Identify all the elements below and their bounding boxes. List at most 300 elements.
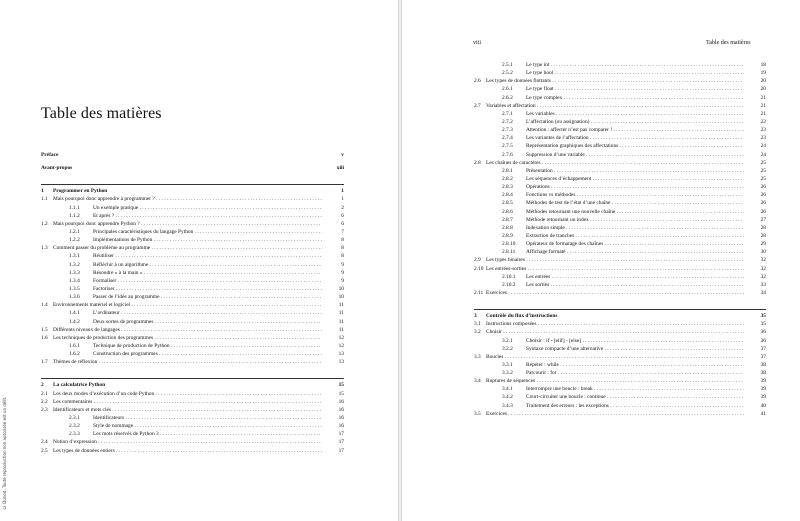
toc-entry	[474, 289, 766, 297]
toc-page: 26	[760, 184, 766, 191]
toc-text: Syntaxe compacte d’une alternative . . .	[526, 345, 744, 353]
toc-text: Les types binaires . . .	[486, 256, 744, 264]
toc-entry	[474, 320, 766, 328]
toc-num: 1.3.3	[69, 269, 80, 276]
toc-text: Construction des programmes . . .	[93, 350, 322, 358]
toc-entry	[474, 69, 766, 77]
toc-page: 40	[760, 402, 766, 409]
toc-text: Boucles . . .	[486, 353, 744, 361]
toc-num: 2.7.2	[502, 118, 513, 125]
toc-num: 3.4.2	[502, 394, 513, 401]
toc-entry	[474, 385, 766, 393]
toc-entry	[474, 369, 766, 377]
toc-page: 9	[341, 261, 344, 268]
toc-num: 2.8	[474, 159, 481, 166]
toc-num: 3.4.3	[502, 402, 513, 409]
toc-num: 3	[474, 313, 477, 320]
toc-num: 1.4.1	[69, 310, 80, 317]
toc-page: v	[341, 152, 344, 158]
toc-text: Principales caractéristiques du langage Python . . .	[93, 228, 322, 236]
toc-text: Identificateurs et mots clés . . .	[53, 406, 322, 414]
toc-text: Notion d’expression . . .	[53, 438, 322, 446]
toc-page: 34	[760, 289, 766, 296]
toc-num: 1.7	[41, 359, 48, 366]
toc-text: Formaliser . . .	[93, 277, 322, 285]
toc-num: 1.1.2	[69, 212, 80, 219]
toc-text: Choisir : if - [elif] - [else] . . .	[526, 337, 744, 345]
toc-page: 21	[760, 94, 766, 101]
toc-page: 26	[760, 200, 766, 207]
toc-text: Opérateur de formatage des chaînes . . .	[526, 240, 744, 248]
toc-page: 16	[338, 406, 344, 413]
toc-text: Différents niveaux de langages . . .	[53, 326, 322, 334]
toc-num: 2.6.2	[502, 94, 513, 101]
toc-text: Les commentaires . . .	[53, 398, 322, 406]
toc-page: 12	[338, 334, 344, 341]
toc-text: Méthodes de test de l’état d’une chaîne . . .	[526, 199, 744, 207]
toc-num: 2.7.3	[502, 127, 513, 134]
toc-num: 2.8.1	[502, 167, 513, 174]
toc-entry	[41, 236, 344, 244]
toc-page: 11	[338, 326, 344, 333]
toc-page: 32	[760, 257, 766, 264]
toc-page: 15	[338, 382, 344, 389]
toc-num: 2.10.1	[502, 273, 516, 280]
toc-page: 13	[338, 359, 344, 366]
toc-num: 2.8.3	[502, 184, 513, 191]
toc-entry	[41, 309, 344, 317]
toc-num: 2.1	[41, 390, 48, 397]
toc-entry	[474, 232, 766, 240]
toc-num: 3.2.2	[502, 345, 513, 352]
toc-num: 2.3.3	[69, 431, 80, 438]
toc-num: 1.2.1	[69, 228, 80, 235]
toc-page: 20	[760, 78, 766, 85]
toc-entry	[41, 390, 344, 398]
toc-text: Méthodes retournant une nouvelle chaîne . . .	[526, 208, 744, 216]
toc-text: Répéter : while . . .	[526, 361, 744, 369]
toc-entry	[41, 220, 344, 228]
toc-text: L’ordinateur . . .	[93, 309, 322, 317]
toc-num: 2.7.6	[502, 151, 513, 158]
toc-num: 3.2.1	[502, 337, 513, 344]
toc-num: 2.7.4	[502, 135, 513, 142]
toc-entry	[474, 273, 766, 281]
toc-num: 3.3.2	[502, 370, 513, 377]
toc-page: 10	[338, 285, 344, 292]
toc-entry	[474, 402, 766, 410]
toc-num: 3.4.1	[502, 386, 513, 393]
toc-text: La calculatrice Python	[53, 382, 106, 389]
toc-entry	[474, 256, 766, 264]
toc-entry	[41, 261, 344, 269]
toc-entry	[474, 126, 766, 134]
toc-page: 37	[760, 353, 766, 360]
toc-page: 41	[760, 410, 766, 417]
toc-page: 21	[760, 110, 766, 117]
toc-page: 17	[338, 439, 344, 446]
toc-page: 36	[760, 329, 766, 336]
toc-page: 36	[760, 337, 766, 344]
toc-num: 3.3	[474, 353, 481, 360]
toc-text: Technique de production de Python . . .	[93, 342, 322, 350]
toc-text: Factoriser . . .	[93, 285, 322, 293]
toc-entry	[474, 151, 766, 159]
toc-page: 26	[760, 208, 766, 215]
toc-entry	[41, 195, 344, 203]
toc-page: 11	[338, 310, 344, 317]
toc-text: L’affectation (ou assignation) . . .	[526, 118, 744, 126]
toc-page: 6	[341, 212, 344, 219]
toc-text: Attention : affecter n’est pas comparer ! . . .	[526, 126, 744, 134]
toc-num: 3.1	[474, 321, 481, 328]
toc-entry	[41, 244, 344, 252]
toc-entry	[474, 134, 766, 142]
toc-text: Extraction de tranches . . .	[526, 232, 744, 240]
toc-num: 2.5.2	[502, 70, 513, 77]
toc-text: Ruptures de séquences . . .	[486, 377, 744, 385]
toc-entry	[474, 191, 766, 199]
toc-num: 2.8.5	[502, 200, 513, 207]
toc-text: Les mots réservés de Python 3 . . .	[93, 430, 322, 438]
toc-text: Court-circuiter une boucle : continue . . .	[526, 393, 744, 401]
toc-entry	[474, 159, 766, 167]
toc-page: 21	[760, 102, 766, 109]
toc-text: Les sorties . . .	[526, 281, 744, 289]
toc-text: Suppression d’une variable . . .	[526, 151, 744, 159]
toc-num: 2.6.1	[502, 86, 513, 93]
toc-num: 2.8.7	[502, 216, 513, 223]
toc-num: 1.3.4	[69, 277, 80, 284]
toc-entry	[474, 240, 766, 248]
toc-num: 2.8.6	[502, 208, 513, 215]
toc-right-list	[474, 61, 766, 297]
toc-page: 16	[338, 398, 344, 405]
toc-num: 2.8.8	[502, 224, 513, 231]
toc-entry	[41, 301, 344, 309]
toc-text: Les entrées . . .	[526, 273, 744, 281]
toc-entry	[41, 285, 344, 293]
toc-page: 2	[341, 204, 344, 211]
toc-num: 1.3.6	[69, 294, 80, 301]
chapter-separator	[474, 309, 766, 310]
toc-text: Le type int . . .	[526, 61, 744, 69]
toc-entry	[474, 118, 766, 126]
toc-num: 1.3.1	[69, 253, 80, 260]
toc-num: 2.8.4	[502, 192, 513, 199]
toc-page: xiii	[336, 165, 344, 172]
toc-entry	[474, 142, 766, 150]
toc-page: 32	[760, 273, 766, 280]
toc-entry	[474, 175, 766, 183]
chapter-separator	[41, 378, 344, 379]
toc-text: Variables et affectation . . .	[486, 102, 744, 110]
toc-chapter-3	[474, 312, 766, 320]
toc-entry	[474, 61, 766, 69]
toc-page: 16	[338, 423, 344, 430]
toc-num: 2.3.2	[69, 423, 80, 430]
toc-entry	[41, 406, 344, 414]
toc-text: Le type complex . . .	[526, 94, 744, 102]
toc-num: 1.3.2	[69, 261, 80, 268]
toc-num: 2.7.5	[502, 143, 513, 150]
toc-num: 1.5	[41, 326, 48, 333]
toc-page: 24	[760, 151, 766, 158]
toc-page: 1	[341, 196, 344, 203]
toc-page: 27	[760, 216, 766, 223]
toc-page: 9	[341, 277, 344, 284]
toc-text: Environnements matériel et logiciel . . .	[53, 301, 322, 309]
toc-text: Les variantes de l’affectation . . .	[526, 134, 744, 142]
toc-chapter-1-list	[41, 195, 344, 366]
toc-entry	[474, 216, 766, 224]
toc-entry	[41, 438, 344, 446]
toc-num: 1.3	[41, 245, 48, 252]
toc-page: 39	[760, 378, 766, 385]
toc-page: 28	[760, 232, 766, 239]
toc-page: 9	[341, 269, 344, 276]
toc-entry	[41, 269, 344, 277]
toc-num: 2.9	[474, 257, 481, 264]
toc-text: Préface	[41, 152, 59, 158]
toc-num: 2.5.1	[502, 62, 513, 68]
toc-entry	[41, 326, 344, 334]
toc-text: Traitement des erreurs : les exceptions . . .	[526, 402, 744, 410]
toc-text: Parcourir : for . . .	[526, 369, 744, 377]
toc-page: 39	[760, 394, 766, 401]
running-head-right: Table des matières	[706, 40, 751, 46]
toc-text: Les entrées-sorties . . .	[486, 265, 744, 273]
toc-entry	[41, 334, 344, 342]
toc-entry	[41, 252, 344, 260]
toc-text: Choisir . . .	[486, 328, 744, 336]
toc-entry	[474, 393, 766, 401]
toc-page: 19	[760, 70, 766, 77]
toc-num: 1.1	[41, 196, 48, 203]
toc-page: 12	[338, 342, 344, 349]
toc-left	[41, 151, 344, 455]
toc-text: Comment passer du problème au programme . . .	[53, 244, 322, 252]
toc-entry	[474, 199, 766, 207]
toc-num: 1.1.1	[69, 204, 80, 211]
toc-text: Style de nommage . . .	[93, 422, 322, 430]
toc-page: 17	[338, 431, 344, 438]
left-page	[0, 0, 399, 521]
toc-num: 1.2.2	[69, 237, 80, 244]
toc-text: Exercices . . .	[486, 410, 744, 418]
toc-front-avant-propos	[41, 164, 344, 172]
toc-text: Mais pourquoi donc apprendre à programmer ? . . .	[53, 195, 322, 203]
toc-page: 18	[760, 62, 766, 68]
toc-text: Réfléchir à un algorithme . . .	[93, 261, 322, 269]
toc-num: 2.5	[41, 447, 48, 454]
toc-num: 2.2	[41, 398, 48, 405]
toc-text: Mais pourquoi donc apprendre Python ? . . .	[53, 220, 322, 228]
toc-text: Le type float . . .	[526, 85, 744, 93]
toc-num: 1.4.2	[69, 318, 80, 325]
toc-entry	[41, 204, 344, 212]
toc-text: Instructions composées . . .	[486, 320, 744, 328]
toc-page: 25	[760, 159, 766, 166]
toc-entry	[474, 337, 766, 345]
toc-entry	[41, 358, 344, 366]
toc-chapter-3-list	[474, 320, 766, 418]
toc-text: Implémentations de Python . . .	[93, 236, 322, 244]
toc-chapter-2-list	[41, 390, 344, 455]
toc-entry	[474, 353, 766, 361]
toc-page: 23	[760, 127, 766, 134]
toc-text: Passer de l’idée au programme . . .	[93, 293, 322, 301]
toc-num: 2.8.9	[502, 232, 513, 239]
toc-page: 22	[760, 118, 766, 125]
toc-num: 2.8.2	[502, 175, 513, 182]
toc-entry	[41, 277, 344, 285]
toc-num: 2.3	[41, 406, 48, 413]
toc-page: 38	[760, 361, 766, 368]
toc-num: 2.7.1	[502, 110, 513, 117]
toc-num: 1.6.1	[69, 342, 80, 349]
toc-num: 3.3.1	[502, 361, 513, 368]
toc-text: Contrôle du flux d’instructions	[486, 313, 558, 320]
toc-text: Avant-propos	[41, 165, 73, 172]
toc-entry	[41, 342, 344, 350]
toc-page: 16	[338, 414, 344, 421]
toc-num: 3.2	[474, 329, 481, 336]
toc-text: Identificateurs . . .	[93, 414, 322, 422]
toc-text: Le type bool . . .	[526, 69, 744, 77]
toc-page: 10	[338, 294, 344, 301]
toc-num: 1.6.2	[69, 351, 80, 358]
toc-num: 2.4	[41, 439, 48, 446]
toc-text: Méthode retournant un index . . .	[526, 216, 744, 224]
toc-entry	[474, 345, 766, 353]
toc-num: 2.10	[474, 265, 484, 272]
toc-page: 17	[338, 447, 344, 454]
toc-page: 32	[760, 265, 766, 272]
toc-entry	[474, 361, 766, 369]
toc-page: 29	[760, 241, 766, 248]
toc-entry	[41, 212, 344, 220]
toc-chapter-2	[41, 381, 344, 389]
toc-entry	[474, 77, 766, 85]
toc-page: 35	[760, 321, 766, 328]
toc-text: Les deux modes d’exécution d’un code Python . . .	[53, 390, 322, 398]
toc-num: 2	[41, 382, 44, 389]
page-title: Table des matières	[41, 105, 162, 122]
toc-entry	[474, 377, 766, 385]
toc-page: 11	[338, 318, 344, 325]
toc-num: 1.4	[41, 302, 48, 309]
toc-page: 20	[760, 86, 766, 93]
toc-text: Indexation simple . . .	[526, 224, 744, 232]
toc-chapter-1	[41, 187, 344, 195]
toc-page: 7	[341, 228, 344, 235]
toc-page: 28	[760, 224, 766, 231]
toc-page: 23	[760, 135, 766, 142]
toc-entry	[474, 328, 766, 336]
toc-page: 13	[338, 351, 344, 358]
toc-num: 3.5	[474, 410, 481, 417]
toc-entry	[474, 85, 766, 93]
toc-num: 1.3.5	[69, 285, 80, 292]
toc-text: Représentation graphiques des affectations . . .	[526, 142, 744, 150]
toc-text: Les techniques de production des programmes . . .	[53, 334, 322, 342]
toc-text: Les séquences d’échappement . . .	[526, 175, 744, 183]
toc-text: Et après ? . . .	[93, 212, 322, 220]
toc-entry	[474, 224, 766, 232]
toc-right	[474, 61, 766, 418]
toc-entry	[474, 94, 766, 102]
toc-entry	[41, 447, 344, 455]
toc-page: 39	[760, 386, 766, 393]
toc-page: 33	[760, 281, 766, 288]
toc-text: Un exemple pratique . . .	[93, 204, 322, 212]
toc-num: 2.7	[474, 102, 481, 109]
toc-entry	[41, 398, 344, 406]
toc-entry	[474, 102, 766, 110]
toc-num: 2.8.10	[502, 241, 516, 248]
toc-page: 26	[760, 192, 766, 199]
toc-page: 8	[341, 237, 344, 244]
toc-num: 1.6	[41, 334, 48, 341]
toc-text: Les variables . . .	[526, 110, 744, 118]
toc-entry	[474, 248, 766, 256]
toc-text: Programmer en Python	[53, 188, 108, 195]
toc-text: Les types de données flottants . . .	[486, 77, 744, 85]
toc-num: 1.2	[41, 220, 48, 227]
toc-page: 25	[760, 167, 766, 174]
toc-page: 6	[341, 220, 344, 227]
toc-num: 1	[41, 188, 44, 195]
toc-page: 38	[760, 370, 766, 377]
toc-entry	[41, 430, 344, 438]
toc-text: Interrompre une boucle : break . . .	[526, 385, 744, 393]
toc-text: Deux sortes de programmes . . .	[93, 318, 322, 326]
toc-text: Les chaînes de caractères . . .	[486, 159, 744, 167]
toc-page: 24	[760, 143, 766, 150]
toc-entry	[474, 208, 766, 216]
toc-entry	[474, 183, 766, 191]
toc-entry	[41, 414, 344, 422]
toc-num: 2.10.2	[502, 281, 516, 288]
toc-text: Présentation . . .	[526, 167, 744, 175]
toc-entry	[474, 410, 766, 418]
toc-text: Les types de données entiers . . .	[53, 447, 322, 455]
toc-text: Exercices . . .	[486, 289, 744, 297]
toc-page: 1	[341, 188, 344, 195]
toc-text: Opérations . . .	[526, 183, 744, 191]
toc-entry	[474, 110, 766, 118]
toc-num: 2.3.1	[69, 414, 80, 421]
toc-entry	[41, 228, 344, 236]
toc-num: 2.11	[474, 289, 484, 296]
toc-page: 30	[760, 249, 766, 256]
toc-num: 2.6	[474, 78, 481, 85]
toc-text: Fonctions vs méthodes . . .	[526, 191, 744, 199]
toc-entry	[474, 281, 766, 289]
toc-num: 2.8.11	[502, 249, 516, 256]
toc-entry	[41, 293, 344, 301]
toc-text: Résoudre « à la main » . . .	[93, 269, 322, 277]
toc-text: Réutiliser . . .	[93, 252, 322, 260]
toc-num: 3.4	[474, 378, 481, 385]
toc-entry	[41, 318, 344, 326]
toc-text: Thèmes de réflexion . . .	[53, 358, 322, 366]
copyright-note: © Dunod. Toute reproduction non autorisée est un délit.	[2, 396, 7, 510]
toc-page: 11	[338, 302, 344, 309]
toc-entry	[474, 167, 766, 175]
toc-text: Affichage formaté . . .	[526, 248, 744, 256]
